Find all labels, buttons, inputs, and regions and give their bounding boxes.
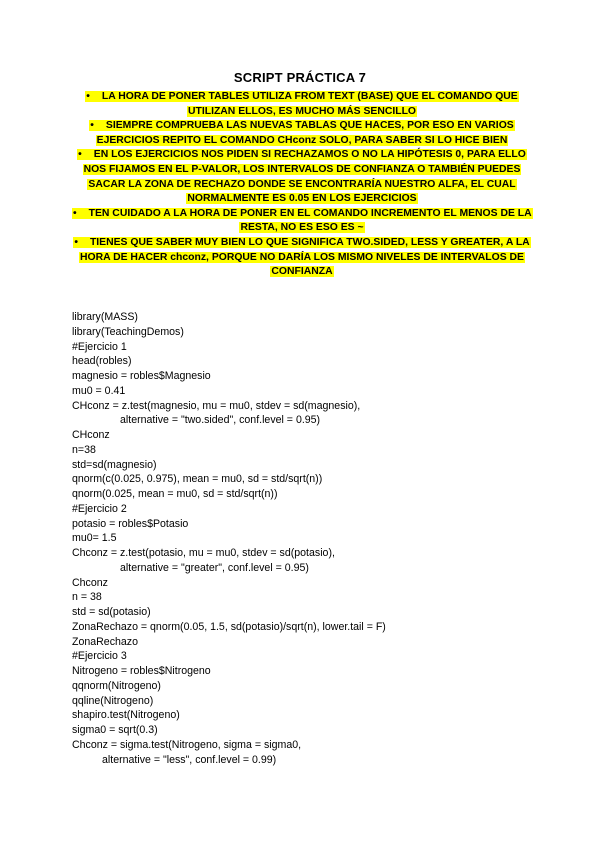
code-line: shapiro.test(Nitrogeno): [72, 709, 180, 722]
bullet-dot: •: [78, 149, 82, 161]
bullet-text: TIENES QUE SABER MUY BIEN LO QUE SIGNIFICA TWO.SIDED, LESS Y GREATER, A LA HORA DE HACER chconz, PORQUE NO DARÍA LOS MISMO NIVELES DE INTERVALOS DE CONFIANZA: [80, 236, 530, 278]
bullet-item: [72, 236, 532, 280]
code-comment: #Ejercicio 2: [72, 502, 127, 515]
code-line: sigma0 = sqrt(0.3): [72, 724, 158, 736]
document-title: SCRIPT PRÁCTICA 7: [233, 70, 367, 85]
code-line: std=sd(magnesio): [72, 458, 157, 471]
bullet-text: EN LOS EJERCICIOS NOS PIDEN SI RECHAZAMOS O NO LA HIPÓTESIS 0, PARA ELLO NOS FIJAMOS EN EL P-VALOR, LOS INTERVALOS DE CONFIANZA O TAMBIÉN PUEDES SACAR LA ZONA DE RECHAZO DONDE SE ENCONTRARÍA NUESTRO ALFA, EL CUAL NORMALMENTE ES 0.05 EN LOS EJERCICIOS: [83, 149, 526, 205]
code-line: qnorm(c(0.025, 0.975), mean = mu0, sd = std/sqrt(n)): [72, 473, 323, 486]
code-line: library(TeachingDemos): [72, 325, 184, 338]
bullet-dot: •: [86, 91, 90, 102]
code-line: CHconz = z.test(magnesio, mu = mu0, stdev = sd(magnesio),: [72, 399, 361, 412]
code-line: ZonaRechazo: [72, 635, 138, 648]
code-line: magnesio = robles$Magnesio: [72, 370, 211, 382]
bullet-dot: •: [73, 207, 77, 219]
code-line: n=38: [72, 443, 96, 456]
bullet-highlight: [73, 237, 530, 277]
bullet-text: LA HORA DE PONER TABLES UTILIZA FROM TEXT (BASE) QUE EL COMANDO QUE UTILIZAN ELLOS, ES MUCHO MÁS SENCILLO: [101, 91, 518, 117]
code-line-continuation: alternative = "two.sided", conf.level = 0.95): [120, 414, 321, 427]
bullet-highlight: [77, 149, 527, 204]
code-line: qqnorm(Nitrogeno): [72, 679, 161, 692]
code-line: Chconz = sigma.test(Nitrogeno, sigma = sigma0,: [72, 738, 302, 751]
code-line: head(robles): [72, 355, 132, 368]
code-line: library(MASS): [72, 311, 138, 323]
code-line: qqline(Nitrogeno): [72, 694, 154, 707]
code-line: Nitrogeno = robles$Nitrogeno: [72, 665, 211, 677]
code-line-continuation: alternative = "greater", conf.level = 0.95): [120, 561, 309, 574]
bullet-item: [72, 119, 532, 148]
code-line: Chconz: [72, 576, 108, 589]
bullet-text: TEN CUIDADO A LA HORA DE PONER EN EL COMANDO INCREMENTO EL MENOS DE LA RESTA, NO ES ESO ES ~: [88, 207, 532, 234]
code-line: n = 38: [72, 591, 102, 604]
bullet-dot: •: [90, 120, 94, 132]
code-line: mu0 = 0.41: [72, 384, 126, 397]
code-line: mu0= 1.5: [72, 532, 117, 545]
code-comment: #Ejercicio 3: [72, 650, 127, 663]
bullet-dot: •: [74, 236, 78, 248]
r-script-code: [72, 310, 542, 767]
code-line: std = sd(potasio): [72, 606, 151, 618]
code-line: CHconz: [72, 429, 110, 441]
bullet-item: [72, 207, 532, 236]
code-line-continuation: alternative = "less", conf.level = 0.99): [102, 753, 277, 766]
code-line: potasio = robles$Potasio: [72, 517, 189, 530]
code-comment: #Ejercicio 1: [72, 340, 127, 353]
notes-bullet-list: [72, 90, 532, 280]
bullet-highlight: [72, 208, 533, 234]
code-line: ZonaRechazo = qnorm(0.05, 1.5, sd(potasio)/sqrt(n), lower.tail = F): [72, 620, 386, 633]
bullet-item: [72, 148, 532, 206]
code-line: qnorm(0.025, mean = mu0, sd = std/sqrt(n)): [72, 488, 278, 500]
code-line: Chconz = z.test(potasio, mu = mu0, stdev = sd(potasio),: [72, 547, 335, 559]
bullet-highlight: [89, 120, 514, 146]
bullet-highlight: [85, 91, 518, 117]
bullet-item: [72, 90, 532, 119]
bullet-text: SIEMPRE COMPRUEBA LAS NUEVAS TABLAS QUE HACES, POR ESO EN VARIOS EJERCICIOS REPITO EL COMANDO CHconz SOLO, PARA SABER SI LO HICE BIEN: [96, 120, 514, 146]
